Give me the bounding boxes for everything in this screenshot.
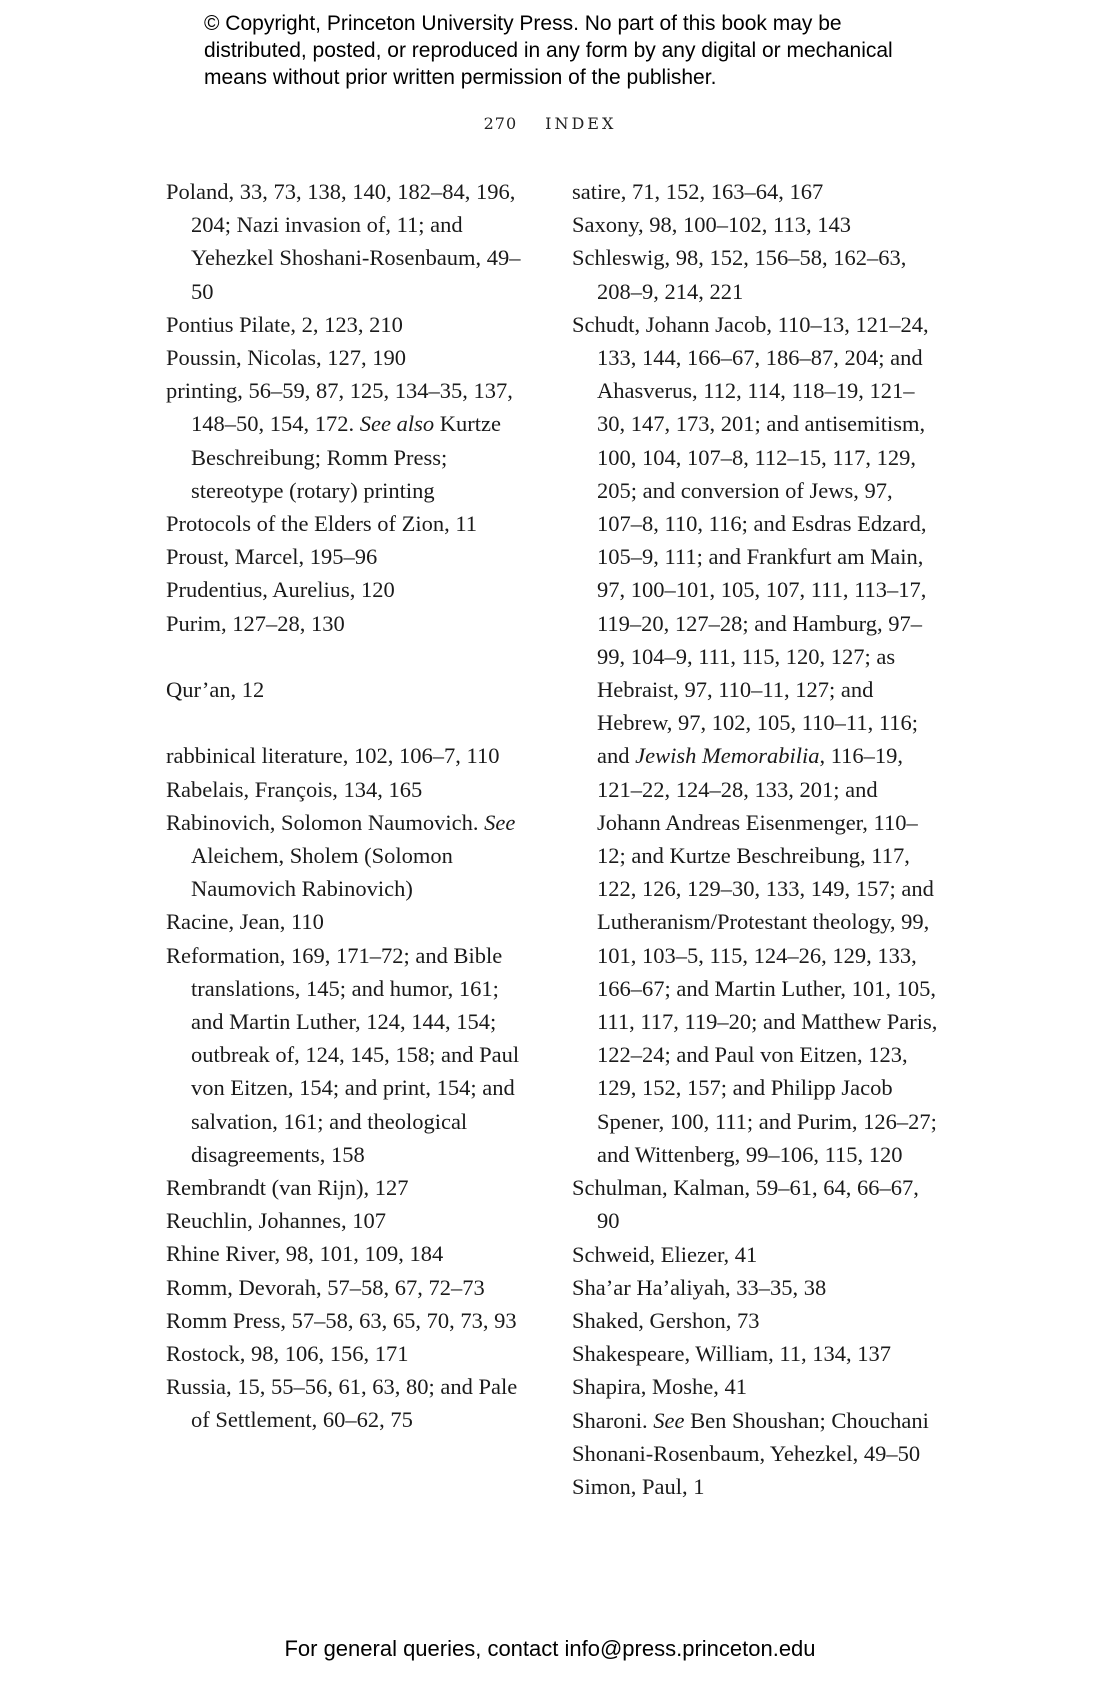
footer-contact: For general queries, contact info@press.princeton.edu xyxy=(284,1636,816,1661)
index-column-left xyxy=(166,175,536,1437)
index-entry: Protocols of the Elders of Zion, 11 xyxy=(166,511,477,537)
index-entry: Prudentius, Aurelius, 120 xyxy=(166,577,395,603)
index-entry: Racine, Jean, 110 xyxy=(166,909,324,935)
index-cross-reference: See also xyxy=(359,411,435,437)
index-entry: Shaked, Gershon, 73 xyxy=(572,1307,760,1333)
index-entry: Qur’an, 12 xyxy=(166,677,265,703)
index-cross-reference: Jewish Memorabilia xyxy=(635,743,820,769)
page-number: 270 xyxy=(483,114,518,133)
index-entry xyxy=(572,1404,942,1437)
index-entry-text: Sharoni. xyxy=(572,1407,654,1433)
index-entry: Schweid, Eliezer, 41 xyxy=(572,1241,758,1267)
index-entry: Pontius Pilate, 2, 123, 210 xyxy=(166,311,403,337)
index-cross-reference: See xyxy=(653,1407,685,1433)
copyright-notice: © Copyright, Princeton University Press. No part of this book may be distributed, posted, or reproduced in any form by any digital or mechanical means without prior written permission of the publisher. xyxy=(204,12,893,89)
index-entry: rabbinical literature, 102, 106–7, 110 xyxy=(166,743,500,769)
index-entry-text: Kurtze Beschreibung; Romm Press; stereotype (rotary) printing xyxy=(191,411,501,503)
index-entry-text: printing, 56–59, 87, 125, 134–35, 137, 148–50, 154, 172. xyxy=(166,378,513,437)
index-entry: Simon, Paul, 1 xyxy=(572,1473,705,1499)
index-entry: Schulman, Kalman, 59–61, 64, 66–67, 90 xyxy=(572,1175,919,1234)
index-entry-text: Schudt, Johann Jacob, 110–13, 121–24, 133, 144, 166–67, 186–87, 204; and Ahasverus, 112, 114, 118–19, 121–30, 147, 173, 201; and antisemitism, 100, 104, 107–8, 112–15, 117, 129, 205; and conversion of Jews, 97, 107–8, 110, 116; and Esdras Edzard, 105–9, 111; and Frankfurt am Main, 97, 100–101, 105, 107, 111, 113–17, 119–20, 127–28; and Hamburg, 97–99, 104–9, 111, 115, 120, 127; as Hebraist, 97, 110–11, 127; and Hebrew, 97, 102, 105, 110–11, 116; and xyxy=(572,311,929,769)
index-entry xyxy=(166,374,536,507)
index-cross-reference: See xyxy=(484,809,516,835)
index-entry: Poussin, Nicolas, 127, 190 xyxy=(166,345,407,371)
index-entry-text: , 116–19, 121–22, 124–28, 133, 201; and Johann Andreas Eisenmenger, 110–12; and Kurtze Beschreibung, 117, 122, 126, 129–30, 133, 149, 157; and Lutheranism/Protestant theology, 99, 101, 103–5, 115, 124–26, 129, 133, 166–67; and Martin Luther, 101, 105, 111, 117, 119–20; and Matthew Paris, 122–24; and Paul von Eitzen, 123, 129, 152, 157; and Philipp Jacob Spener, 100, 111; and Purim, 126–27; and Wittenberg, 99–106, 115, 120 xyxy=(597,743,938,1167)
index-entry: Schleswig, 98, 152, 156–58, 162–63, 208–9, 214, 221 xyxy=(572,245,907,304)
index-entry: Russia, 15, 55–56, 61, 63, 80; and Pale of Settlement, 60–62, 75 xyxy=(166,1374,518,1433)
index-entry: Saxony, 98, 100–102, 113, 143 xyxy=(572,212,851,238)
index-entry: Reformation, 169, 171–72; and Bible translations, 145; and humor, 161; and Martin Luther, 124, 144, 154; outbreak of, 124, 145, 158; and Paul von Eitzen, 154; and print, 154; and salvation, 161; and theological disagreements, 158 xyxy=(166,942,520,1167)
index-entry xyxy=(572,308,942,1171)
index-entry: Sha’ar Ha’aliyah, 33–35, 38 xyxy=(572,1274,827,1300)
index-entry: Proust, Marcel, 195–96 xyxy=(166,544,378,570)
index-entry: Romm Press, 57–58, 63, 65, 70, 73, 93 xyxy=(166,1307,517,1333)
index-entry-text: Ben Shoushan; Chouchani xyxy=(684,1407,929,1433)
index-entry: Rembrandt (van Rijn), 127 xyxy=(166,1175,409,1201)
index-entry xyxy=(166,806,536,906)
index-entry: satire, 71, 152, 163–64, 167 xyxy=(572,179,824,204)
index-entry: Rhine River, 98, 101, 109, 184 xyxy=(166,1241,444,1267)
running-head xyxy=(0,114,1100,133)
index-entry: Reuchlin, Johannes, 107 xyxy=(166,1208,386,1234)
section-title: INDEX xyxy=(545,114,617,133)
index-entry: Poland, 33, 73, 138, 140, 182–84, 196, 204; Nazi invasion of, 11; and Yehezkel Shoshani-Rosenbaum, 49–50 xyxy=(166,179,521,304)
index-entry: Rabelais, François, 134, 165 xyxy=(166,776,423,802)
index-entry: Shonani-Rosenbaum, Yehezkel, 49–50 xyxy=(572,1440,921,1466)
index-entry-text: Rabinovich, Solomon Naumovich. xyxy=(166,809,485,835)
index-entry: Romm, Devorah, 57–58, 67, 72–73 xyxy=(166,1274,485,1300)
index-entry: Purim, 127–28, 130 xyxy=(166,610,345,636)
index-entry: Shakespeare, William, 11, 134, 137 xyxy=(572,1341,892,1367)
index-entry-text: Aleichem, Sholem (Solomon Naumovich Rabinovich) xyxy=(191,843,453,902)
index-entry: Rostock, 98, 106, 156, 171 xyxy=(166,1341,409,1367)
index-column-right xyxy=(572,175,942,1503)
index-entry: Shapira, Moshe, 41 xyxy=(572,1374,747,1400)
